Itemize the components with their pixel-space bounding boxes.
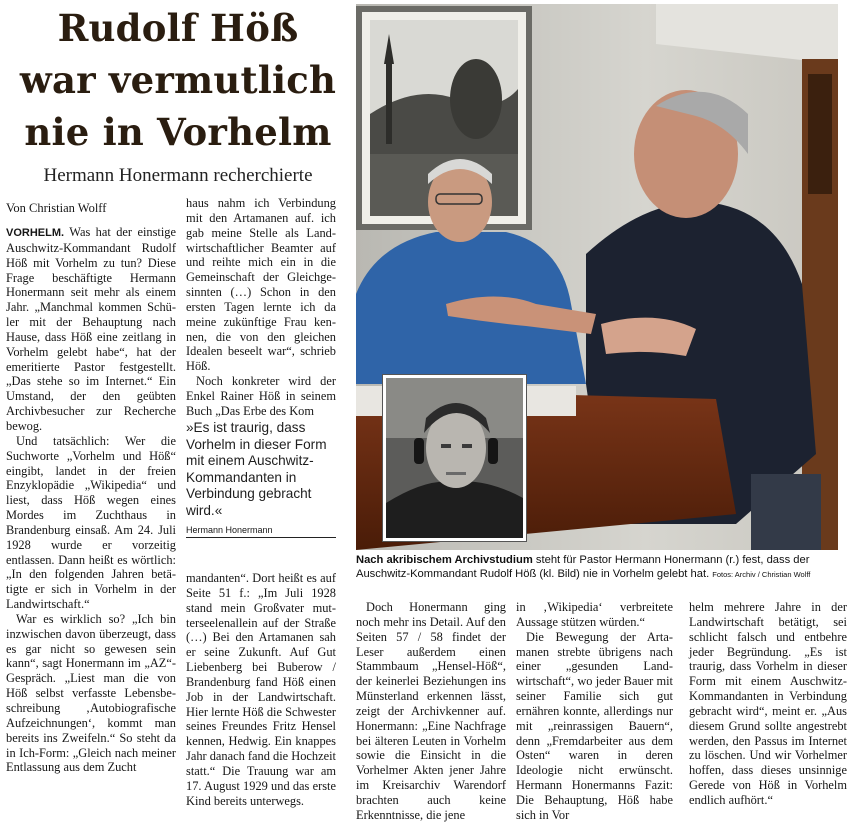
paragraph: War es wirklich so? „Ich bin inzwischen davon überzeugt, dass es gar nicht so gewesen sein kann“, sagt Honermann im „AZ“-Gespräch. „Liest man die von Höß selbst verfasste Lebensbeschreibung ‚Autobiografische Aufzeichnungen‘, kommt man bereits ins Zweifeln.“ So steht da in Ich-Form: „Gleich nach meiner Entlassung aus dem Zucht <box>6 611 176 775</box>
headline-line: war vermutlich <box>19 58 337 102</box>
text-column-4 <box>516 600 673 823</box>
paragraph: Die Bewegung der Artamanen strebte übrigens nach einer „gesunden Landwirtschaft“, wo jeder Bauer mit seiner Familie sich gut ernähren konnte, allerdings nur mit „reinrassigen Bauern“, denn „Fremdarbeiter aus dem Osten“ waren in deren Ideologie nicht erwünscht. Hermann Honermanns Fazit: Die Behauptung, Höß habe sich in Vor <box>516 629 673 822</box>
text-column-1 <box>6 225 176 775</box>
caption-lead: Nach akribischem Archivstudium <box>356 554 533 566</box>
paragraph: Doch Honermann ging noch mehr ins Detail. Auf den Seiten 57 / 58 findet der Leser außerdem einen Stammbaum „Hensel-Höß“, der keinerlei Beziehungen ins Münsterland erkennen lässt, zeigt der Archivkenner auf. Honermann: „Eine Nachfrage bei älteren Leuten in Vorhelm sowie die Einsicht in die Vorhelmer Akten jener Jahre im Kreisarchiv Warendorf brachten auch keine Erkenntnisse, die jene <box>356 600 506 822</box>
text-column-2-top <box>186 196 336 419</box>
paragraph: Und tatsächlich: Wer die Suchworte „Vorhelm und Höß“ eingibt, landet in der freien Enzyklopädie „Wikipedia“ und liest, dass Höß wegen eines Mordes im Zuchthaus in Brandenburg einsaß. Am 24. Juli 1928 wurde er vorzeitig entlassen. Dann heißt es wörtlich: „In den folgenden Jahren betätigte er sich in Vorhelm in der Landwirtschaft.“ <box>6 433 176 612</box>
text-column-2-bottom <box>186 571 336 809</box>
photo-credit: Fotos: Archiv / Christian Wolff <box>712 570 811 579</box>
dateline: VORHELM. <box>6 227 65 239</box>
photo-caption <box>356 553 838 582</box>
text-column-5 <box>689 600 847 808</box>
byline: Von Christian Wolff <box>6 201 107 215</box>
paragraph: helm mehrere Jahre in der Landwirtschaft betätigt, sei schlicht falsch und entbehre jeder Begründung. „Es ist traurig, dass Vorhelm in dieser Form mit einem Auschwitz-Kommandanten in Verbindung gebracht wird“, meint er. „Aus diesem Grund sollte angestrebt werden, den Passus im Internet zu löschen. Und wir Vorhelmer hoffen, dass dieses unsinnige Gerede von Höß in Vorhelm endlich aufhört.“ <box>689 600 847 807</box>
pull-quote-text: »Es ist traurig, dass Vorhelm in dieser Form mit einem Auschwitz-Kommandanten in Verbindung gebracht wird.« <box>186 420 327 518</box>
pull-quote-author: Hermann Honermann <box>186 524 336 538</box>
paragraph: in ‚Wikipedia‘ verbreitete Aussage stützen würden.“ <box>516 600 673 629</box>
inset-photo <box>383 375 526 541</box>
inset-portrait <box>386 378 523 538</box>
paragraph: Noch konkreter wird der Enkel Rainer Höß in seinem Buch „Das Erbe des Kom <box>186 374 336 418</box>
paragraph: VORHELM. Was hat der einstige Auschwitz-Kommandant Rudolf Höß mit Vorhelm zu tun? Diese Frage beschäftigte Hermann Honermann seit mehr als einem Jahr. „Manchmal kommen Schüler mit der Behauptung nach Hause, dass Höß eine zeitlang in Vorhelm gelebt habe“, hat der emeritierte Pastor festgestellt. „Das stehe so im Internet.“ Ein Umstand, der den geübten Archivbesucher zur Recherche bewog. <box>6 225 176 433</box>
paragraph: mandanten“. Dort heißt es auf Seite 51 f.: „Im Juli 1928 stand mein Großvater mutterseelenallein auf der Straße (…) Bei den Artamanen sah er seine Zukunft. Auf Gut Liebenberg bei Buberow / Brandenburg fand Höß einen Job in der Landwirtschaft. Hier lernte Höß die Schwester seines Freundes Fritz Hensel kennen, Hedwig. Ein knappes Jahr danach fand die Hochzeit statt.“ Die Trauung war am 17. August 1929 und das erste Kind bereits unterwegs. <box>186 571 337 808</box>
paragraph: haus nahm ich Verbindung mit den Artamanen auf. ich gab meine Stelle als Landwirtschaftlicher Beamter auf und reihte mich ein in die Gemeinschaft der Gleichgesinnten (…) Schon in den ersten Tagen lernte ich da meine zukünftige Frau kennen, die von den gleichen Idealen beseelt war“, schrieb Höß. <box>186 196 336 374</box>
pull-quote <box>186 420 336 538</box>
subheadline: Hermann Honermann recherchierte <box>43 165 313 186</box>
headline-line: nie in Vorhelm <box>24 110 332 154</box>
caption-text: steht für Pastor Hermann Honermann (r.) fest, dass der Auschwitz-Kommandant Rudolf Höß (kl. Bild) nie in Vorhelm gelebt hat. <box>356 554 810 580</box>
headline <box>6 2 350 158</box>
text-column-3 <box>356 600 506 823</box>
headline-line: Rudolf Höß <box>57 6 299 50</box>
